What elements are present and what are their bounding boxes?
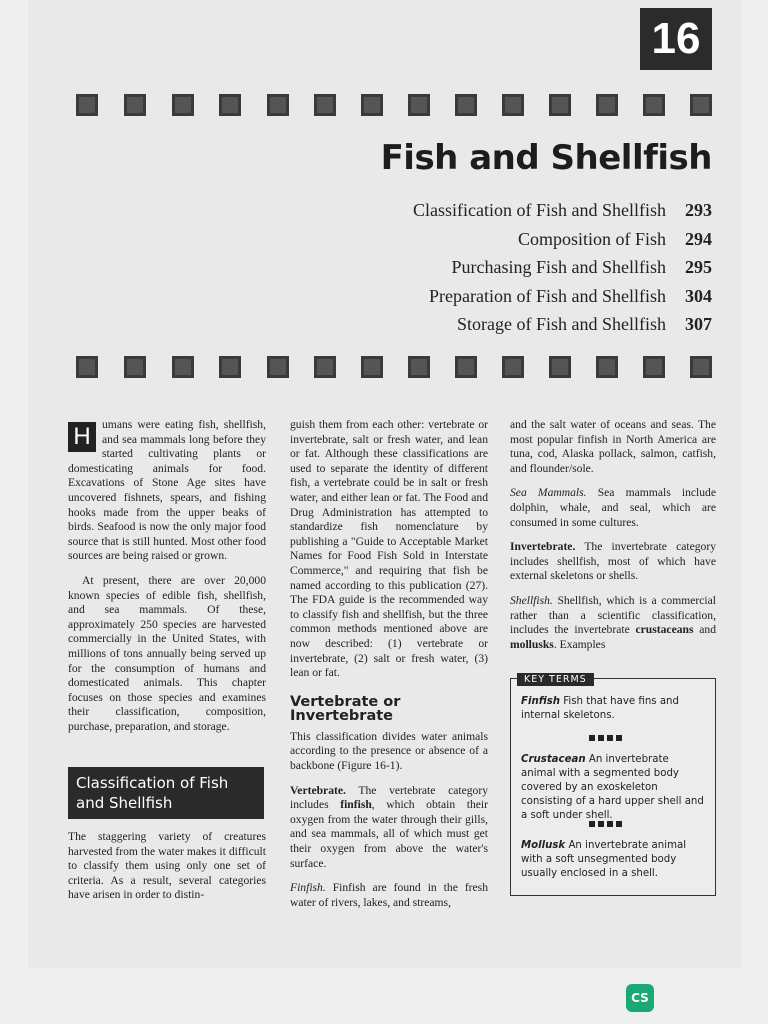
table-of-contents bbox=[292, 200, 712, 343]
body-paragraph: and the salt water of oceans and seas. The most popular finfish in North America are tuna, cod, Alaska pollack, salmon, catfish, and flounder/sole. bbox=[510, 418, 716, 475]
key-term-entry bbox=[521, 839, 705, 881]
key-term: crustaceans bbox=[635, 623, 694, 637]
run-in-heading: Finfish. bbox=[290, 881, 326, 895]
toc-entry-title: Purchasing Fish and Shellfish bbox=[451, 257, 666, 277]
subsection-heading: Vertebrate or Invertebrate bbox=[290, 693, 401, 725]
invertebrate-paragraph bbox=[510, 540, 716, 584]
drop-cap: H bbox=[68, 422, 96, 452]
text-run: , which obtain their oxygen from the water through their gills, and sea mammals, all of which must get their oxygen from above the water's surface. bbox=[290, 798, 488, 870]
toc-entry[interactable] bbox=[292, 286, 712, 315]
run-in-heading: Shellfish. bbox=[510, 593, 553, 607]
toc-entry-page: 294 bbox=[685, 228, 712, 249]
key-term-definition: Fish that have fins and internal skeletons. bbox=[521, 696, 679, 721]
key-term-word: Crustacean bbox=[521, 754, 586, 765]
toc-entry-page: 304 bbox=[685, 285, 712, 306]
text-run: and bbox=[693, 623, 717, 637]
toc-entry[interactable] bbox=[292, 314, 712, 343]
key-term-word: Mollusk bbox=[521, 840, 566, 851]
section-heading-banner: Classification of Fish and Shellfish bbox=[68, 767, 264, 819]
decorative-square-row-top bbox=[0, 94, 768, 118]
text-column-1 bbox=[68, 418, 266, 744]
text-run: The vertebrate category includes bbox=[290, 783, 488, 812]
finfish-paragraph bbox=[290, 881, 488, 910]
key-term-entry bbox=[521, 695, 705, 723]
text-run: Finfish are found in the fresh water of rivers, lakes, and streams, bbox=[290, 881, 488, 909]
intro-text: umans were eating fish, shellfish, and sea mammals long before they started cultivating plants or domesticating animals for food. Excavations of Stone Age sites have uncovered fishnets, spears, and fishing hooks made from the upper beaks of birds. Seafood is now the only major food source that is still hunted. Most other food sources are being raised or grown. bbox=[68, 418, 266, 563]
toc-entry-title: Composition of Fish bbox=[517, 228, 666, 249]
sea-mammals-paragraph bbox=[510, 486, 716, 530]
key-term-definition: An invertebrate animal with a segmented body covered by an exoskeleton consisting of a hard upper shell and a soft under shell. bbox=[521, 754, 704, 821]
key-term-word: Finfish bbox=[521, 696, 561, 707]
text-run: Shellfish, which is a commercial rather than a scientific classification, includes the invertebrate bbox=[510, 593, 716, 637]
run-in-heading: Vertebrate. bbox=[290, 783, 346, 797]
toc-entry-page: 293 bbox=[685, 200, 712, 220]
key-term: finfish bbox=[340, 798, 372, 812]
key-terms-box bbox=[510, 674, 716, 896]
run-in-heading: Sea Mammals. bbox=[510, 486, 587, 500]
key-term-entry bbox=[521, 753, 705, 823]
toc-entry-page: 307 bbox=[685, 314, 712, 334]
body-paragraph: This classification divides water animals according to the presence or absence of a backbone (Figure 16-1). bbox=[290, 729, 488, 773]
text-run: Sea mammals include dolphin, whale, and seal, which are consumed in some cultures. bbox=[510, 486, 716, 529]
key-terms-label: KEY TERMS bbox=[517, 673, 594, 686]
toc-entry[interactable] bbox=[292, 257, 712, 286]
separator-dots bbox=[589, 735, 622, 741]
toc-entry-page: 295 bbox=[685, 257, 712, 277]
vertebrate-paragraph bbox=[290, 784, 488, 872]
chapter-title: Fish and Shellfish bbox=[380, 138, 712, 178]
key-term: mollusks bbox=[510, 637, 554, 651]
chapter-number-box: 16 bbox=[640, 8, 712, 70]
text-run: The invertebrate category includes shellfish, most of which have external skeletons or shells. bbox=[510, 540, 716, 583]
text-run: . Examples bbox=[553, 637, 606, 651]
toc-entry-title: Classification of Fish and Shellfish bbox=[413, 200, 666, 220]
body-paragraph: The staggering variety of creatures harvested from the water makes it difficult to classify them using only one set of criteria. As a result, several categories have arisen in order to distin- bbox=[68, 830, 266, 902]
body-paragraph: At present, there are over 20,000 known species of edible fish, shellfish, and sea mammals. Of these, approximately 250 species are harvested commercially in the United States, with millions of tons annually being served up for the consumption of humans and domesticated animals. This chapter focuses on those species and examines their classification, composition, purchase, preparation, and storage. bbox=[68, 573, 266, 733]
scanner-app-logo-icon: CS bbox=[626, 984, 654, 1012]
toc-entry[interactable] bbox=[292, 200, 712, 229]
toc-entry-title: Storage of Fish and Shellfish bbox=[457, 314, 666, 334]
intro-paragraph bbox=[68, 418, 266, 564]
decorative-square-row-bottom bbox=[0, 356, 768, 380]
text-column-1-continued bbox=[68, 830, 266, 913]
body-paragraph: guish them from each other: vertebrate or invertebrate, salt or fresh water, and lean or fat. Although these classifications are used to separate the identity of different fish, a vertebrate could be in salt or fresh water, and either lean or fat. The Food and Drug Administration has attempted to standardize fish nomenclature by publishing a "Guide to Acceptable Market Names for Food Fish Sold in Interstate Commerce," and requiring that fish be named according to this publication (27). The FDA guide is the recommended way to classify fish and shellfish, but the three common methods mentioned above are now described: (1) vertebrate or invertebrate, (2) salt or fresh water, (3) lean or fat. bbox=[290, 418, 488, 680]
shellfish-paragraph bbox=[510, 594, 716, 652]
key-term-definition: An invertebrate animal with a soft unsegmented body usually enclosed in a shell. bbox=[521, 840, 687, 879]
run-in-heading: Invertebrate. bbox=[510, 540, 576, 554]
text-column-3 bbox=[510, 418, 716, 662]
toc-entry-title: Preparation of Fish and Shellfish bbox=[429, 285, 666, 306]
text-column-2 bbox=[290, 418, 488, 920]
separator-dots bbox=[589, 821, 622, 827]
toc-entry[interactable] bbox=[292, 229, 712, 258]
